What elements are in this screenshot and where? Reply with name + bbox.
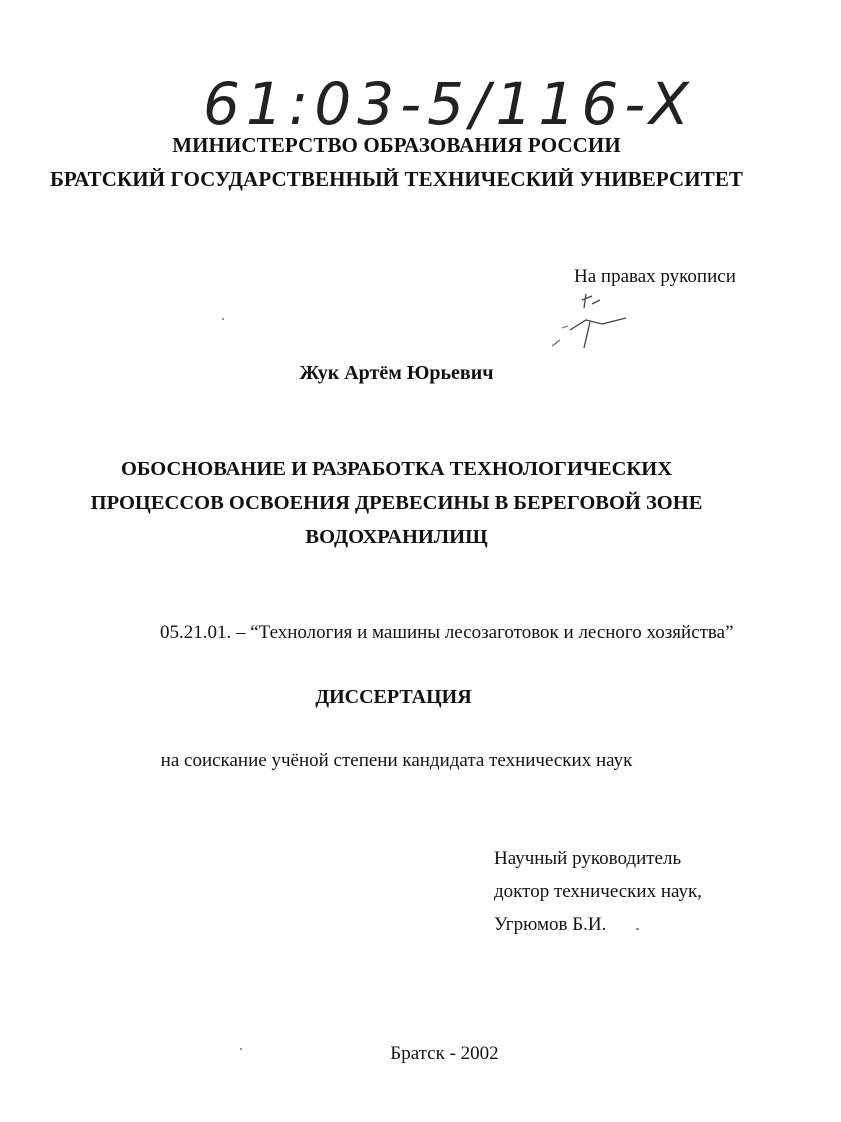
scan-speck	[636, 928, 639, 930]
title-line-3: ВОДОХРАНИЛИЩ	[305, 526, 488, 548]
supervisor-degree: доктор технических наук,	[494, 881, 702, 902]
document-type: ДИССЕРТАЦИЯ	[315, 686, 472, 708]
author-name: Жук Артём Юрьевич	[299, 362, 494, 384]
supervisor-role: Научный руководитель	[494, 848, 682, 869]
university-name: БРАТСКИЙ ГОСУДАРСТВЕННЫЙ ТЕХНИЧЕСКИЙ УНИВЕРСИТЕТ	[49, 167, 744, 191]
handwritten-archive-code	[195, 66, 695, 138]
svg-text:61:03-5/116-X: 61:03-5/116-X	[203, 70, 695, 138]
ministry-name: МИНИСТЕРСТВО ОБРАЗОВАНИЯ РОССИИ	[172, 133, 621, 157]
title-line-2: ПРОЦЕССОВ ОСВОЕНИЯ ДРЕВЕСИНЫ В БЕРЕГОВОЙ ЗОНЕ	[90, 492, 703, 514]
supervisor-name: Угрюмов Б.И.	[494, 914, 607, 935]
signature-mark	[540, 290, 640, 352]
title-line-1: ОБОСНОВАНИЕ И РАЗРАБОТКА ТЕХНОЛОГИЧЕСКИХ	[120, 458, 673, 480]
manuscript-rights-note: На правах рукописи	[574, 266, 736, 287]
degree-statement: на соискание учёной степени кандидата технических наук	[160, 750, 633, 771]
scan-speck	[222, 318, 224, 320]
scan-speck	[240, 1048, 242, 1050]
specialty-code: 05.21.01. – “Технология и машины лесозаготовок и лесного хозяйства”	[160, 622, 734, 643]
place-and-year: Братск - 2002	[390, 1043, 499, 1064]
